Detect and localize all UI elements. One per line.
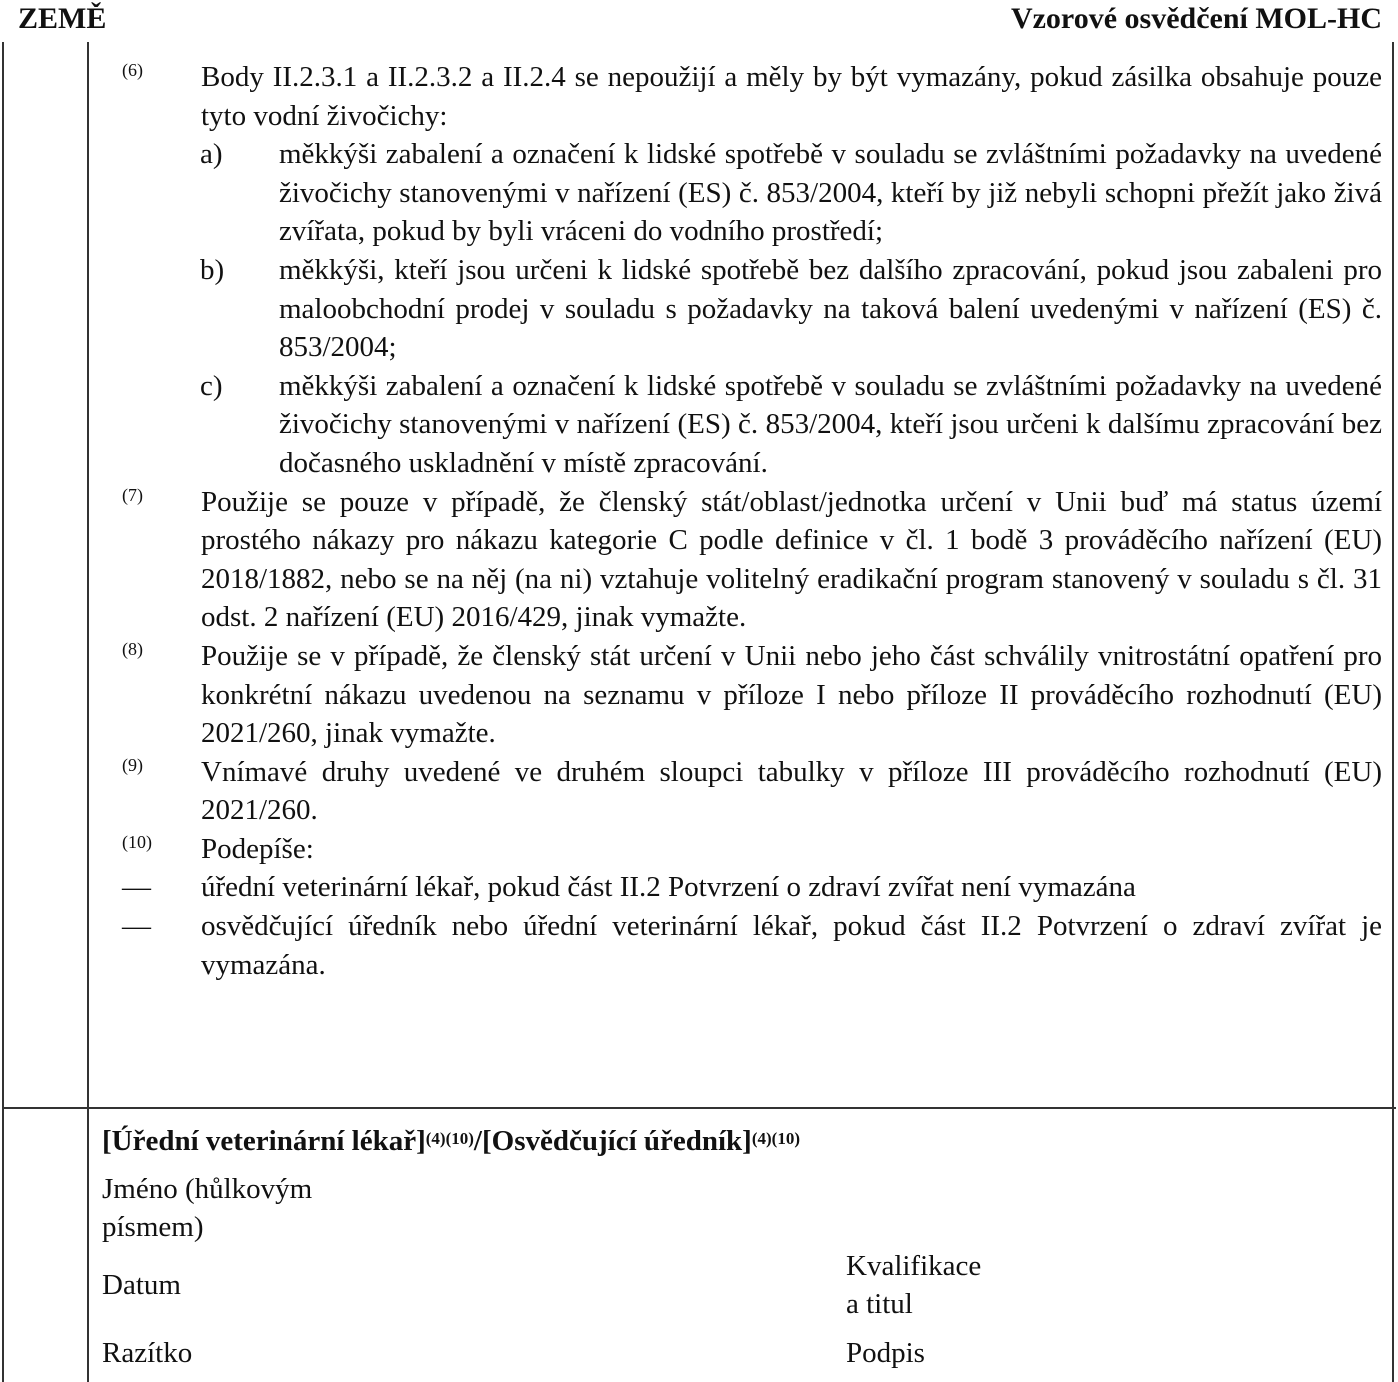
note-text: Body II.2.3.1 a II.2.3.2 a II.2.4 se nepoužijí a měly by být vymazány, pokud zásilka obsahuje pouze tyto vodní živočichy:: [201, 61, 1382, 132]
qualification-line1: Kvalifikace: [846, 1250, 982, 1282]
note-9: [0, 753, 1398, 830]
item-label: a): [200, 138, 223, 171]
signature-field-label: Podpis: [846, 1337, 925, 1369]
page-header: [0, 0, 1398, 42]
name-field-label: [102, 1170, 312, 1246]
dash-bullet: —: [122, 871, 151, 904]
note-text: Použije se v případě, že členský stát určení v Unii nebo jeho část schválily vnitrostátní opatření pro konkrétní nákazu uvedenou na seznamu v příloze I nebo příloze II prováděcího rozhodnutí (EU) 2021/260, jinak vymažte.: [201, 639, 1382, 750]
item-label: b): [200, 253, 225, 286]
note-item-a: [200, 135, 1382, 251]
dash-bullet: —: [122, 910, 151, 943]
item-text: měkkýši, kteří jsou určeni k lidské spotřebě bez dalšího zpracování, pokud jsou zabaleni pro maloobchodní prodej v souladu s požadavky na taková balení uvedenými v nařízení (ES) č. 853/2004;: [279, 253, 1382, 364]
note-text: Vnímavé druhy uvedené ve druhém sloupci tabulky v příloze III prováděcího rozhodnutí (EU) 2021/260.: [201, 755, 1382, 827]
signature-block: [102, 1122, 800, 1160]
note-6: [0, 58, 1398, 483]
note-number: (10): [122, 831, 152, 852]
note-number: (9): [122, 754, 143, 775]
note-10-dash-1: [0, 868, 1398, 907]
note-8: [0, 637, 1398, 753]
certificate-title: Vzorové osvědčení MOL-HC: [1010, 2, 1382, 35]
note-item-c: [200, 367, 1382, 483]
section-divider: [2, 1107, 1396, 1109]
footnote-ref: (4)(10): [425, 1129, 474, 1148]
item-text: měkkýši zabalení a označení k lidské spotřebě v souladu se zvláštními požadavky na uvedené živočichy stanovenými v nařízení (ES) č. 853/2004, kteří jsou určeni k dalšímu zpracování bez dočasného uskladnění v místě zpracování.: [279, 369, 1382, 479]
stamp-field-label: Razítko: [102, 1337, 193, 1369]
note-number: (6): [122, 60, 143, 80]
name-label-line2: písmem): [102, 1211, 204, 1243]
name-label-line1: Jméno (hůlkovým: [102, 1173, 313, 1205]
note-10: [0, 830, 1398, 869]
note-text: Použije se pouze v případě, že členský stát/oblast/jednotka určení v Unii buď má status území prostého nákazy pro nákazu kategorie C podle definice v čl. 1 bodě 3 prováděcího nařízení (EU) 2018/1882, nebo se na něj (na ni) vztahuje volitelný eradikační program stanovený v souladu s čl. 31 odst. 2 nařízení (EU) 2016/429, jinak vymažte.: [201, 485, 1382, 634]
item-label: c): [200, 369, 223, 402]
note-text: Podepíše:: [201, 832, 314, 865]
dash-text: úřední veterinární lékař, pokud část II.2 Potvrzení o zdraví zvířat není vymazána: [201, 871, 1136, 904]
item-text: měkkýši zabalení a označení k lidské spotřebě v souladu se zvláštními požadavky na uvedené živočichy stanovenými v nařízení (ES) č. 853/2004, kteří by již nebyli schopni přežít jako živá zvířata, pokud by byli vráceni do vodního prostředí;: [279, 138, 1382, 248]
official-vet-label: [Úřední veterinární lékař]: [102, 1125, 426, 1157]
certifying-officer-label: /[Osvědčující úředník]: [473, 1125, 752, 1157]
note-7: [0, 483, 1398, 637]
country-label: ZEMĚ: [18, 2, 107, 35]
qualification-field-label: [846, 1247, 981, 1323]
note-item-b: [200, 251, 1382, 367]
footnotes: [0, 58, 1398, 984]
qualification-line2: a titul: [846, 1288, 913, 1320]
note-10-dash-2: [0, 907, 1398, 984]
date-field-label: Datum: [102, 1269, 181, 1301]
signatory-title: [102, 1122, 800, 1160]
note-number: (7): [122, 484, 143, 505]
dash-text: osvědčující úředník nebo úřední veterinární lékař, pokud část II.2 Potvrzení o zdraví zvířat je vymazána.: [201, 910, 1382, 981]
note-number: (8): [122, 638, 143, 659]
footnote-ref: (4)(10): [751, 1129, 800, 1148]
